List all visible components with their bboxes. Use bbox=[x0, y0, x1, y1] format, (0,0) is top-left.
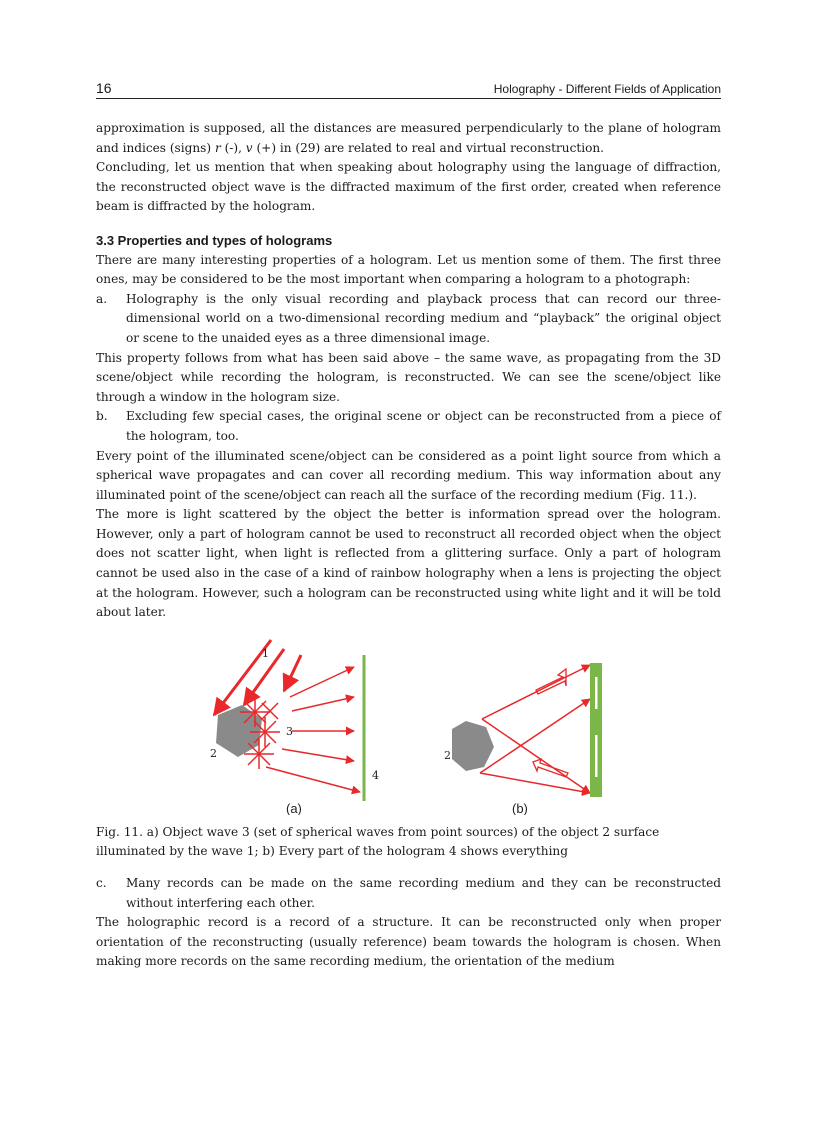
list-item-b bbox=[96, 407, 721, 446]
running-title: Holography - Different Fields of Application bbox=[493, 82, 721, 96]
list-item-a bbox=[96, 290, 721, 349]
object-wave-ray bbox=[290, 667, 354, 697]
object-wave-ray bbox=[292, 697, 354, 711]
figure-11 bbox=[96, 635, 721, 815]
figure-diagram bbox=[96, 635, 721, 815]
list-item-c bbox=[96, 874, 721, 913]
paragraph-2: Concluding, let us mention that when speaking about holography using the language of diffraction, the reconstructed object wave is the diffracted maximum of the first order, created when reference beam is diffracted by the hologram. bbox=[96, 160, 721, 214]
figure-label-2: 2 bbox=[210, 746, 217, 760]
reconstruction-ray bbox=[480, 773, 590, 793]
list-marker: b. bbox=[96, 409, 108, 424]
paragraph-7: The holographic record is a record of a structure. It can be reconstructed only when proper orientation of the reconstructing (usually reference) beam towards the hologram is chosen. When making more records on the same recording medium, the orientation of the medium bbox=[96, 915, 721, 969]
section-heading: 3.3 Properties and types of holograms bbox=[96, 232, 333, 248]
panel-a bbox=[214, 640, 364, 801]
hologram-slit bbox=[595, 735, 598, 777]
reconstruction-ray bbox=[482, 665, 590, 719]
list-marker: a. bbox=[96, 291, 108, 306]
paragraph-5: Every point of the illuminated scene/object can be considered as a point light source from which a spherical wave propagates and can cover all recording medium. This way information about any illuminated point of the scene/object can reach all the surface of the recording medium (Fig. 11.). bbox=[96, 448, 721, 502]
point-source bbox=[262, 703, 278, 719]
page-number: 16 bbox=[96, 80, 112, 96]
illumination-ray bbox=[284, 655, 301, 691]
object-wave-ray bbox=[266, 767, 360, 792]
figure-label-4: 4 bbox=[372, 768, 379, 782]
paragraph-3: There are many interesting properties of a hologram. Let us mention some of them. The first three ones, may be considered to be the most important when comparing a hologram to a photograph: bbox=[96, 252, 721, 287]
panel-a-label: (a) bbox=[286, 800, 302, 815]
figure-label-3: 3 bbox=[286, 724, 293, 738]
figure-label-2b: 2 bbox=[444, 748, 451, 762]
figure-label-1: 1 bbox=[262, 646, 269, 660]
panel-b bbox=[452, 663, 602, 797]
object-wave-ray bbox=[282, 749, 354, 761]
paragraph-1: approximation is supposed, all the distances are measured perpendicularly to the plane of hologram and indices (signs) r (-), v (+) in (29) are related to real and virtual reconstruction. bbox=[96, 121, 721, 155]
point-source bbox=[244, 739, 274, 769]
paragraph-4: This property follows from what has been said above – the same wave, as propagating from the 3D scene/object while recording the hologram, is reconstructed. We can see the scene/object like through a window in the hologram size. bbox=[96, 350, 721, 404]
list-text: Many records can be made on the same recording medium and they can be reconstructed without interfering each other. bbox=[126, 876, 721, 910]
figure-caption: Fig. 11. a) Object wave 3 (set of spherical waves from point sources) of the object 2 surface illuminated by the wave 1; b) Every part of the hologram 4 shows everything bbox=[96, 824, 660, 859]
page bbox=[96, 78, 721, 972]
list-text: Excluding few special cases, the original scene or object can be reconstructed from a piece of the hologram, too. bbox=[126, 409, 721, 443]
point-source bbox=[250, 717, 280, 747]
list-text: Holography is the only visual recording and playback process that can record our three-dimensional world on a two-dimensional recording medium and “playback” the original object or scene to the unaided eyes as a three dimensional image. bbox=[126, 291, 721, 345]
body-text bbox=[96, 119, 721, 972]
panel-b-label: (b) bbox=[512, 800, 528, 815]
list-marker: c. bbox=[96, 876, 107, 891]
reconstruction-ray bbox=[482, 719, 590, 793]
hologram-slit bbox=[595, 677, 598, 709]
paragraph-6: The more is light scattered by the object the better is information spread over the hologram. However, only a part of hologram cannot be used to reconstruct all recorded object when the object does not scatter light, when light is reflected from a glittering surface. Only a part of hologram cannot be used also in the case of a kind of rainbow holography when a lens is projecting the object at the hologram. However, such a hologram can be reconstructed using white light and it will be told about later. bbox=[96, 507, 721, 620]
object-shape bbox=[452, 721, 494, 771]
page-header bbox=[96, 78, 721, 99]
